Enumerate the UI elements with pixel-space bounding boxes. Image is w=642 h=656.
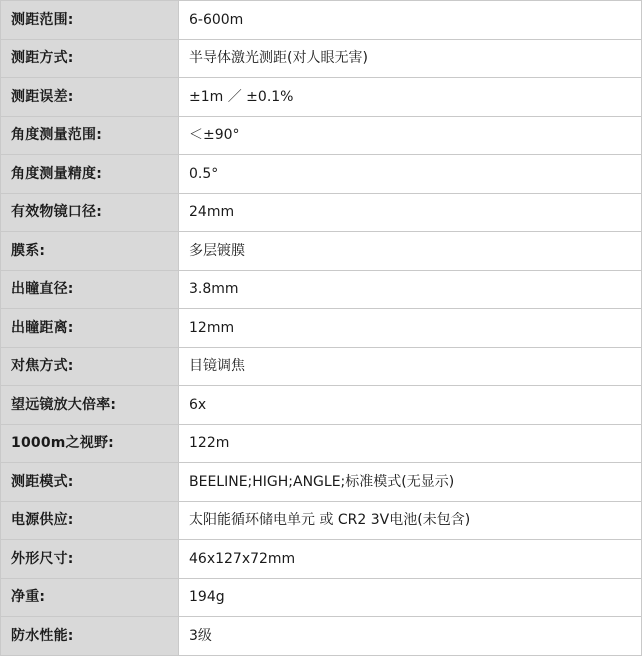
spec-label: 出瞳距离:	[1, 309, 179, 348]
table-row	[1, 116, 642, 155]
table-row	[1, 617, 642, 656]
spec-label: 望远镜放大倍率:	[1, 386, 179, 425]
spec-value: 3.8mm	[179, 270, 642, 309]
spec-value: 12mm	[179, 309, 642, 348]
table-row	[1, 232, 642, 271]
table-row	[1, 501, 642, 540]
spec-label: 测距范围:	[1, 1, 179, 40]
table-row	[1, 1, 642, 40]
spec-value: 24mm	[179, 193, 642, 232]
spec-label: 外形尺寸:	[1, 540, 179, 579]
specifications-table-body	[1, 1, 642, 656]
spec-value: 122m	[179, 424, 642, 463]
spec-value: 46x127x72mm	[179, 540, 642, 579]
spec-value: ±1m ／ ±0.1%	[179, 78, 642, 117]
table-row	[1, 309, 642, 348]
table-row	[1, 578, 642, 617]
spec-value: 半导体激光测距(对人眼无害)	[179, 39, 642, 78]
spec-label: 有效物镜口径:	[1, 193, 179, 232]
spec-label: 膜系:	[1, 232, 179, 271]
table-row	[1, 386, 642, 425]
spec-label: 净重:	[1, 578, 179, 617]
spec-value: 0.5°	[179, 155, 642, 194]
spec-label: 测距模式:	[1, 463, 179, 502]
spec-label: 出瞳直径:	[1, 270, 179, 309]
spec-value: 3级	[179, 617, 642, 656]
spec-value: 6x	[179, 386, 642, 425]
spec-label: 角度测量精度:	[1, 155, 179, 194]
spec-value: 6-600m	[179, 1, 642, 40]
spec-value: 194g	[179, 578, 642, 617]
spec-value: BEELINE;HIGH;ANGLE;标准模式(无显示)	[179, 463, 642, 502]
spec-label: 电源供应:	[1, 501, 179, 540]
table-row	[1, 540, 642, 579]
spec-label: 防水性能:	[1, 617, 179, 656]
spec-label: 测距方式:	[1, 39, 179, 78]
spec-value: 目镜调焦	[179, 347, 642, 386]
spec-label: 测距误差:	[1, 78, 179, 117]
table-row	[1, 347, 642, 386]
table-row	[1, 155, 642, 194]
spec-value: ＜±90°	[179, 116, 642, 155]
spec-value: 太阳能循环储电单元 或 CR2 3V电池(未包含)	[179, 501, 642, 540]
table-row	[1, 463, 642, 502]
table-row	[1, 78, 642, 117]
table-row	[1, 39, 642, 78]
spec-value: 多层镀膜	[179, 232, 642, 271]
table-row	[1, 193, 642, 232]
spec-label: 1000m之视野:	[1, 424, 179, 463]
spec-label: 对焦方式:	[1, 347, 179, 386]
spec-label: 角度测量范围:	[1, 116, 179, 155]
table-row	[1, 424, 642, 463]
table-row	[1, 270, 642, 309]
